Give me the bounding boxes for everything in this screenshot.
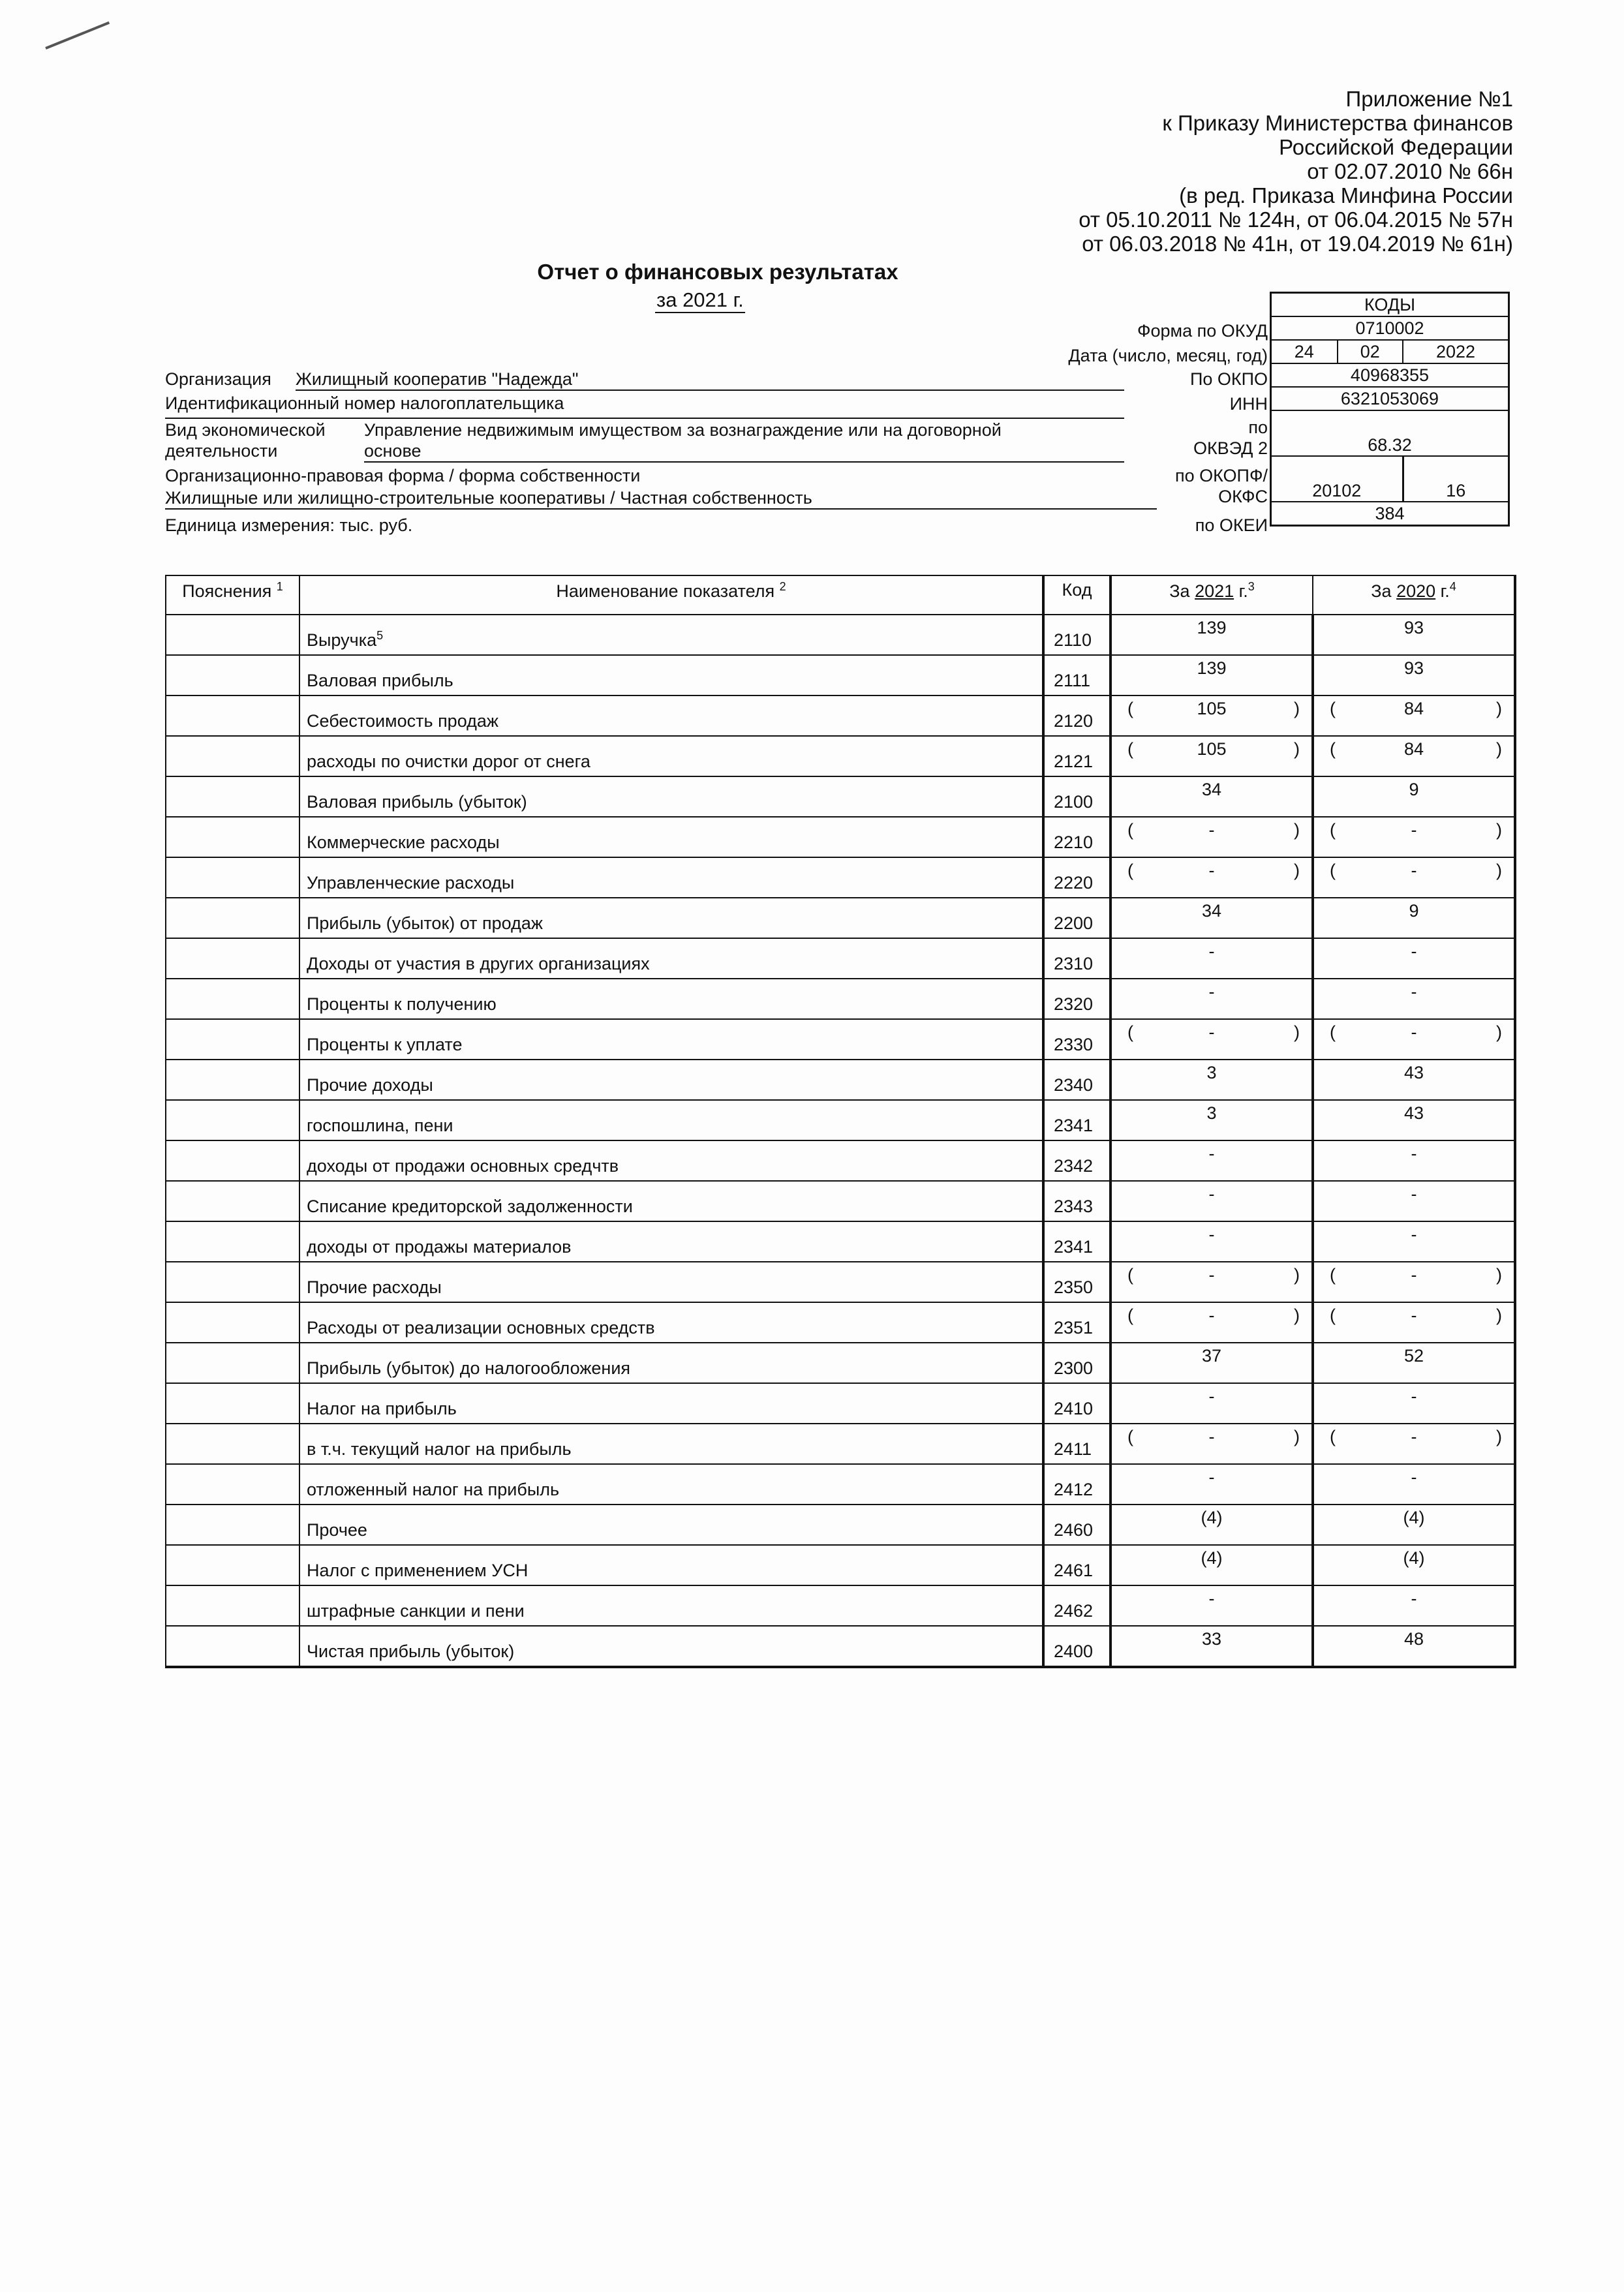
- row-code: 2343: [1043, 1181, 1111, 1221]
- paren-close: ): [1294, 1022, 1300, 1042]
- value-2020: 9: [1409, 780, 1419, 799]
- value-2021-cell: [1111, 1424, 1313, 1464]
- report-period: за 2021 г.: [655, 288, 745, 313]
- value-2020: -: [1411, 1265, 1417, 1285]
- row-notes: [166, 655, 299, 695]
- value-2021-cell: [1111, 1545, 1313, 1585]
- table-header-row: [166, 575, 1515, 615]
- date-label: Дата (число, месяц, год): [1068, 346, 1268, 365]
- okved-value: 68.32: [1271, 410, 1509, 456]
- table-row: [166, 1221, 1515, 1262]
- row-notes: [166, 938, 299, 979]
- paren-open: (: [1330, 699, 1336, 718]
- org-label: Организация: [165, 369, 271, 389]
- row-name: доходы от продажи основных средчтв: [299, 1140, 1043, 1181]
- row-name: Чистая прибыль (убыток): [299, 1626, 1043, 1667]
- value-2020-cell: [1313, 1019, 1515, 1060]
- value-2020: -: [1411, 1144, 1417, 1163]
- value-2021: 105: [1197, 699, 1227, 718]
- table-row: [166, 615, 1515, 655]
- value-2020: -: [1411, 1467, 1417, 1487]
- paren-close: ): [1496, 820, 1502, 840]
- table-row: [166, 1181, 1515, 1221]
- row-code: 2342: [1043, 1140, 1111, 1181]
- paren-open: (: [1127, 1306, 1133, 1325]
- okei-label: по ОКЕИ: [1195, 515, 1268, 535]
- value-2020: (4): [1403, 1508, 1425, 1527]
- value-2020-cell: [1313, 817, 1515, 857]
- row-code: 2460: [1043, 1505, 1111, 1545]
- paren-close: ): [1294, 1306, 1300, 1325]
- okpo-label: По ОКПО: [1189, 369, 1268, 389]
- value-2020-cell: [1313, 1585, 1515, 1626]
- paren-close: ): [1496, 1265, 1502, 1285]
- value-2020: 52: [1403, 1346, 1424, 1366]
- value-2020-cell: [1313, 1100, 1515, 1140]
- row-name: Прибыль (убыток) до налогообложения: [299, 1343, 1043, 1383]
- row-footnote: 5: [376, 629, 384, 642]
- row-notes: [166, 1343, 299, 1383]
- value-2021-cell: [1111, 1464, 1313, 1505]
- row-notes: [166, 1626, 299, 1667]
- value-2020: -: [1411, 1225, 1417, 1244]
- value-2021: -: [1208, 1467, 1215, 1487]
- header-notes: Пояснения $^1$: [166, 575, 299, 615]
- value-2021: 105: [1197, 739, 1227, 759]
- paren-close: ): [1294, 861, 1300, 880]
- row-notes: [166, 1060, 299, 1100]
- okved-label-1: по: [1248, 418, 1268, 437]
- paren-close: ): [1496, 1427, 1502, 1446]
- value-2020: -: [1411, 1184, 1417, 1204]
- appendix-header: [991, 87, 1513, 256]
- row-code: 2400: [1043, 1626, 1111, 1667]
- appendix-line: Приложение №1: [1345, 87, 1513, 111]
- row-notes: [166, 1424, 299, 1464]
- value-2021: -: [1208, 1265, 1215, 1285]
- value-2021: 33: [1201, 1629, 1222, 1649]
- pencil-mark: [45, 22, 110, 50]
- row-code: 2411: [1043, 1424, 1111, 1464]
- table-row: [166, 857, 1515, 898]
- paren-close: ): [1496, 1306, 1502, 1325]
- value-2021-cell: [1111, 1626, 1313, 1667]
- value-2021-cell: [1111, 1181, 1313, 1221]
- activity-label-1: Вид экономической: [165, 420, 326, 440]
- value-2021: (4): [1201, 1548, 1223, 1568]
- row-name: Расходы от реализации основных средств: [299, 1302, 1043, 1343]
- paren-open: (: [1127, 699, 1133, 718]
- value-2021-cell: [1111, 655, 1313, 695]
- value-2020-cell: [1313, 695, 1515, 736]
- value-2021-cell: [1111, 1585, 1313, 1626]
- value-2021-cell: [1111, 615, 1313, 655]
- value-2020: -: [1411, 1022, 1417, 1042]
- value-2021: -: [1208, 1306, 1215, 1325]
- table-row: [166, 1424, 1515, 1464]
- row-notes: [166, 695, 299, 736]
- activity-value-2: основе: [364, 440, 1124, 463]
- row-code: 2412: [1043, 1464, 1111, 1505]
- row-notes: [166, 817, 299, 857]
- value-2021: -: [1208, 1144, 1215, 1163]
- value-2020-cell: [1313, 1140, 1515, 1181]
- paren-close: ): [1496, 1022, 1502, 1042]
- row-code: 2320: [1043, 979, 1111, 1019]
- table-row: [166, 655, 1515, 695]
- value-2021-cell: [1111, 898, 1313, 938]
- value-2020-cell: [1313, 1626, 1515, 1667]
- paren-open: (: [1330, 820, 1336, 840]
- okopf-label-2: ОКФС: [1218, 487, 1268, 506]
- value-2020: -: [1411, 941, 1417, 961]
- row-notes: [166, 1221, 299, 1262]
- value-2021: -: [1208, 1589, 1215, 1608]
- value-2020-cell: [1313, 898, 1515, 938]
- table-row: [166, 898, 1515, 938]
- row-code: 2410: [1043, 1383, 1111, 1424]
- paren-close: ): [1496, 861, 1502, 880]
- value-2020: -: [1411, 861, 1417, 880]
- row-name: Себестоимость продаж: [299, 695, 1043, 736]
- value-2021-cell: [1111, 1302, 1313, 1343]
- value-2021: -: [1208, 820, 1215, 840]
- date-year: 2022: [1403, 340, 1509, 363]
- value-2020-cell: [1313, 1262, 1515, 1302]
- appendix-line: Российской Федерации: [1279, 135, 1513, 159]
- table-row: [166, 1545, 1515, 1585]
- value-2020-cell: [1313, 1424, 1515, 1464]
- value-2020-cell: [1313, 1181, 1515, 1221]
- row-name: Коммерческие расходы: [299, 817, 1043, 857]
- row-code: 2300: [1043, 1343, 1111, 1383]
- activity-label-2: деятельности: [165, 441, 278, 461]
- table-row: [166, 1019, 1515, 1060]
- row-notes: [166, 979, 299, 1019]
- table-row: [166, 1383, 1515, 1424]
- value-2021: -: [1208, 1184, 1215, 1204]
- value-2020: -: [1411, 1306, 1417, 1325]
- paren-close: ): [1294, 699, 1300, 718]
- row-code: 2100: [1043, 776, 1111, 817]
- value-2021-cell: [1111, 1060, 1313, 1100]
- okfs-value: 16: [1403, 456, 1509, 502]
- appendix-line: от 05.10.2011 № 124н, от 06.04.2015 № 57н: [1079, 207, 1513, 232]
- table-row: [166, 1464, 1515, 1505]
- header-2021: За 2021 г.$^3$: [1111, 575, 1313, 615]
- value-2021: -: [1208, 861, 1215, 880]
- report-title: Отчет о финансовых результатах: [537, 260, 898, 284]
- value-2020: 9: [1409, 901, 1419, 921]
- value-2021: 139: [1197, 658, 1227, 678]
- row-code: 2310: [1043, 938, 1111, 979]
- value-2020-cell: [1313, 1545, 1515, 1585]
- paren-open: (: [1330, 1306, 1336, 1325]
- row-code: 2350: [1043, 1262, 1111, 1302]
- value-2020: -: [1411, 1589, 1417, 1608]
- row-name: расходы по очистки дорог от снега: [299, 736, 1043, 776]
- header-name: Наименование показателя $^2$: [299, 575, 1043, 615]
- value-2020-cell: [1313, 776, 1515, 817]
- appendix-line: (в ред. Приказа Минфина России: [1179, 183, 1513, 207]
- value-2021-cell: [1111, 776, 1313, 817]
- okopf-value: 20102: [1271, 456, 1403, 502]
- activity-value-1: Управление недвижимым имуществом за вознаграждение или на договорной: [364, 420, 1002, 440]
- value-2020: 93: [1403, 658, 1424, 678]
- value-2021-cell: [1111, 1343, 1313, 1383]
- table-row: [166, 817, 1515, 857]
- row-notes: [166, 1383, 299, 1424]
- value-2021-cell: [1111, 938, 1313, 979]
- table-row: [166, 695, 1515, 736]
- financial-results-table: [165, 575, 1516, 1668]
- value-2021-cell: [1111, 736, 1313, 776]
- row-code: 2121: [1043, 736, 1111, 776]
- value-2021-cell: [1111, 1505, 1313, 1545]
- paren-open: (: [1127, 861, 1133, 880]
- paren-open: (: [1127, 1427, 1133, 1446]
- value-2021-cell: [1111, 979, 1313, 1019]
- inn-code-label: ИНН: [1229, 394, 1268, 414]
- value-2020-cell: [1313, 1221, 1515, 1262]
- table-row: [166, 979, 1515, 1019]
- codes-table: [1270, 292, 1510, 527]
- value-2020: -: [1411, 1386, 1417, 1406]
- row-notes: [166, 898, 299, 938]
- value-2020-cell: [1313, 615, 1515, 655]
- row-name: Налог на прибыль: [299, 1383, 1043, 1424]
- paren-close: ): [1294, 1265, 1300, 1285]
- unit-label: Единица измерения: тыс. руб.: [165, 515, 413, 535]
- value-2021-cell: [1111, 857, 1313, 898]
- value-2020: 43: [1403, 1063, 1424, 1082]
- okved-label-2: ОКВЭД 2: [1193, 438, 1268, 458]
- row-name: Валовая прибыль: [299, 655, 1043, 695]
- paren-close: ): [1496, 699, 1502, 718]
- row-notes: [166, 1019, 299, 1060]
- table-row: [166, 1140, 1515, 1181]
- inn-value: 6321053069: [1271, 387, 1509, 410]
- row-notes: [166, 1140, 299, 1181]
- value-2021: 34: [1201, 901, 1222, 921]
- appendix-line: к Приказу Министерства финансов: [1162, 111, 1513, 135]
- paren-close: ): [1294, 739, 1300, 759]
- value-2021: 34: [1201, 780, 1222, 799]
- activity-value: [364, 420, 1124, 463]
- paren-open: (: [1127, 739, 1133, 759]
- org-row: [165, 369, 271, 390]
- org-name: Жилищный кооператив "Надежда": [296, 369, 1124, 391]
- value-2021-cell: [1111, 695, 1313, 736]
- table-row: [166, 776, 1515, 817]
- activity-label: [165, 420, 326, 461]
- paren-close: ): [1294, 1427, 1300, 1446]
- header-code: Код: [1043, 575, 1111, 615]
- row-name: Прочие расходы: [299, 1262, 1043, 1302]
- value-2021: 3: [1206, 1103, 1217, 1123]
- row-notes: [166, 615, 299, 655]
- row-name: Списание кредиторской задолженности: [299, 1181, 1043, 1221]
- form-value: Жилищные или жилищно-строительные кооперативы / Частная собственность: [165, 488, 1157, 510]
- row-code: 2200: [1043, 898, 1111, 938]
- value-2020-cell: [1313, 1505, 1515, 1545]
- paren-open: (: [1330, 739, 1336, 759]
- appendix-line: от 02.07.2010 № 66н: [1307, 159, 1513, 183]
- row-code: 2220: [1043, 857, 1111, 898]
- appendix-line: от 06.03.2018 № 41н, от 19.04.2019 № 61н): [1082, 232, 1513, 256]
- value-2021: -: [1208, 982, 1215, 1001]
- value-2021: -: [1208, 1225, 1215, 1244]
- table-row: [166, 736, 1515, 776]
- row-name: доходы от продажы материалов: [299, 1221, 1043, 1262]
- value-2020-cell: [1313, 1464, 1515, 1505]
- table-row: [166, 1343, 1515, 1383]
- value-2020: 48: [1403, 1629, 1424, 1649]
- row-notes: [166, 1100, 299, 1140]
- value-2021-cell: [1111, 1100, 1313, 1140]
- row-notes: [166, 1585, 299, 1626]
- value-2020: 84: [1403, 739, 1424, 759]
- row-name: Валовая прибыль (убыток): [299, 776, 1043, 817]
- row-name: Проценты к уплате: [299, 1019, 1043, 1060]
- value-2021: -: [1208, 1427, 1215, 1446]
- value-2021-cell: [1111, 1383, 1313, 1424]
- row-code: 2462: [1043, 1585, 1111, 1626]
- okei-value: 384: [1271, 502, 1509, 526]
- value-2021: 3: [1206, 1063, 1217, 1082]
- value-2021: -: [1208, 941, 1215, 961]
- row-code: 2110: [1043, 615, 1111, 655]
- table-row: [166, 1505, 1515, 1545]
- inn-label: Идентификационный номер налогоплательщика: [165, 393, 564, 413]
- value-2021: -: [1208, 1022, 1215, 1042]
- row-code: 2341: [1043, 1221, 1111, 1262]
- value-2020-cell: [1313, 857, 1515, 898]
- okopf-label-1: по ОКОПФ/: [1174, 466, 1268, 485]
- paren-close: ): [1496, 739, 1502, 759]
- date-month: 02: [1338, 340, 1403, 363]
- okpo-value: 40968355: [1271, 363, 1509, 387]
- value-2020-cell: [1313, 1383, 1515, 1424]
- row-code: 2461: [1043, 1545, 1111, 1585]
- table-row: [166, 1100, 1515, 1140]
- row-notes: [166, 1302, 299, 1343]
- row-name: Доходы от участия в других организациях: [299, 938, 1043, 979]
- row-code: 2341: [1043, 1100, 1111, 1140]
- value-2020: 84: [1403, 699, 1424, 718]
- row-name: Налог с применением УСН: [299, 1545, 1043, 1585]
- value-2020: -: [1411, 820, 1417, 840]
- value-2020-cell: [1313, 1060, 1515, 1100]
- inn-underline: [165, 418, 1124, 419]
- table-row: [166, 1585, 1515, 1626]
- value-2021-cell: [1111, 1262, 1313, 1302]
- value-2020-cell: [1313, 1302, 1515, 1343]
- value-2020-cell: [1313, 736, 1515, 776]
- value-2020-cell: [1313, 979, 1515, 1019]
- row-name: Выручка$^5$: [299, 615, 1043, 655]
- row-notes: [166, 1545, 299, 1585]
- table-row: [166, 1302, 1515, 1343]
- row-name: отложенный налог на прибыль: [299, 1464, 1043, 1505]
- row-name: Прочее: [299, 1505, 1043, 1545]
- row-name: в т.ч. текущий налог на прибыль: [299, 1424, 1043, 1464]
- value-2020: 93: [1403, 618, 1424, 637]
- value-2021-cell: [1111, 1019, 1313, 1060]
- value-2020: -: [1411, 982, 1417, 1001]
- paren-open: (: [1127, 1265, 1133, 1285]
- paren-open: (: [1330, 1022, 1336, 1042]
- okud-value: 0710002: [1271, 316, 1509, 340]
- row-notes: [166, 736, 299, 776]
- value-2021: (4): [1201, 1508, 1223, 1527]
- value-2021: 37: [1201, 1346, 1222, 1366]
- row-name: Проценты к получению: [299, 979, 1043, 1019]
- row-code: 2351: [1043, 1302, 1111, 1343]
- value-2021: -: [1208, 1386, 1215, 1406]
- row-notes: [166, 1262, 299, 1302]
- row-name: штрафные санкции и пени: [299, 1585, 1043, 1626]
- okud-label: Форма по ОКУД: [1137, 321, 1268, 341]
- paren-open: (: [1330, 1265, 1336, 1285]
- row-code: 2111: [1043, 655, 1111, 695]
- paren-open: (: [1330, 1427, 1336, 1446]
- value-2020: -: [1411, 1427, 1417, 1446]
- value-2021: 139: [1197, 618, 1227, 637]
- header-2020: За 2020 г.$^4$: [1313, 575, 1515, 615]
- row-code: 2210: [1043, 817, 1111, 857]
- table-row: [166, 938, 1515, 979]
- row-notes: [166, 776, 299, 817]
- row-notes: [166, 1181, 299, 1221]
- value-2021-cell: [1111, 1221, 1313, 1262]
- value-2021-cell: [1111, 817, 1313, 857]
- row-notes: [166, 1505, 299, 1545]
- paren-open: (: [1127, 820, 1133, 840]
- value-2020: (4): [1403, 1548, 1425, 1568]
- value-2020-cell: [1313, 655, 1515, 695]
- date-day: 24: [1271, 340, 1338, 363]
- row-code: 2330: [1043, 1019, 1111, 1060]
- codes-header: КОДЫ: [1271, 293, 1509, 317]
- paren-open: (: [1330, 861, 1336, 880]
- row-notes: [166, 1464, 299, 1505]
- paren-open: (: [1127, 1022, 1133, 1042]
- row-name: госпошлина, пени: [299, 1100, 1043, 1140]
- table-row: [166, 1262, 1515, 1302]
- row-name: Прочие доходы: [299, 1060, 1043, 1100]
- value-2020-cell: [1313, 938, 1515, 979]
- row-code: 2120: [1043, 695, 1111, 736]
- row-name: Управленческие расходы: [299, 857, 1043, 898]
- paren-close: ): [1294, 820, 1300, 840]
- row-notes: [166, 857, 299, 898]
- row-code: 2340: [1043, 1060, 1111, 1100]
- value-2020: 43: [1403, 1103, 1424, 1123]
- table-row: [166, 1060, 1515, 1100]
- table-row: [166, 1626, 1515, 1667]
- value-2020-cell: [1313, 1343, 1515, 1383]
- form-label: Организационно-правовая форма / форма собственности: [165, 466, 641, 485]
- row-name: Прибыль (убыток) от продаж: [299, 898, 1043, 938]
- value-2021-cell: [1111, 1140, 1313, 1181]
